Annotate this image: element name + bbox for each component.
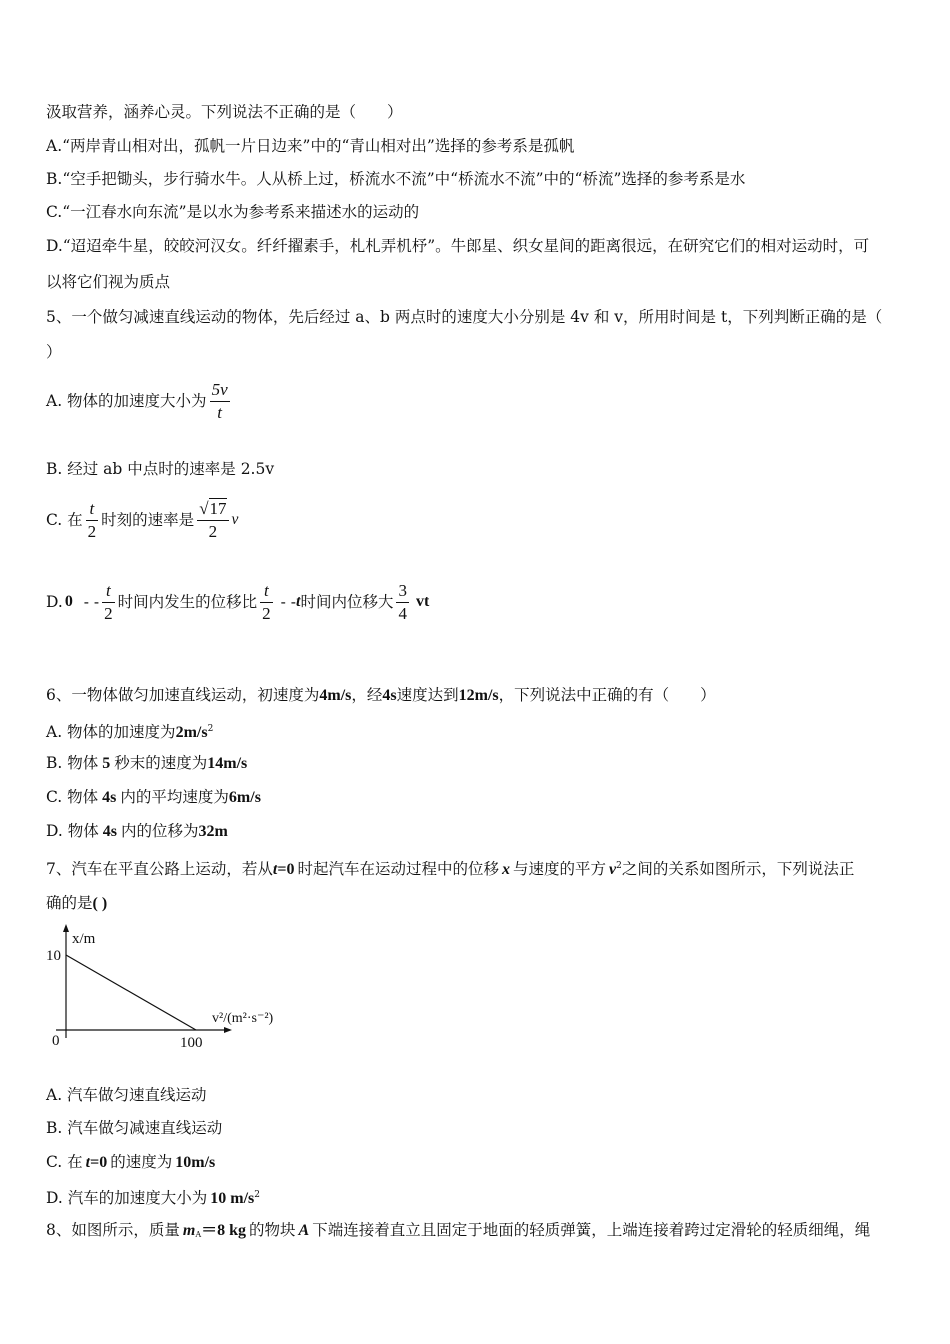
- q7-c-val: 10m/s: [175, 1154, 216, 1171]
- fraction: [260, 580, 273, 625]
- x-v2-graph: [40, 922, 300, 1057]
- q7-stem2-paren: ( ): [92, 895, 108, 912]
- q8-mid: 的物块: [249, 1221, 296, 1239]
- q6-d-pre: D. 物体: [46, 822, 99, 840]
- q5-option-c: [46, 497, 238, 543]
- q5-a-text: A. 物体的加速度大小为: [46, 392, 207, 410]
- q6-d-mid: 内的位移为: [120, 822, 199, 840]
- superscript: 2: [207, 724, 214, 734]
- q7-c-eq: =0: [90, 1154, 108, 1171]
- q8-end: 下端连接着直立且固定于地面的轻质弹簧，上端连接着跨过定滑轮的轻质细绳，绳: [312, 1221, 871, 1239]
- q7-d-val: 10 m/s: [210, 1190, 255, 1207]
- q6-v1: 12m/s: [458, 687, 499, 704]
- q6-c-4s: 4s: [102, 789, 117, 806]
- fraction-denominator: 4: [398, 603, 407, 623]
- fraction-numerator: t: [260, 580, 273, 603]
- fraction-numerator: 3: [396, 580, 409, 603]
- y-axis-label: x/m: [72, 931, 96, 947]
- sqrt-fraction: [197, 498, 228, 543]
- q6-stem-mid2: 速度达到: [396, 686, 459, 704]
- q8-eq: ＝8 kg: [201, 1222, 247, 1239]
- q5-d-mid2: 时间内位移大: [300, 593, 394, 611]
- q8-pre: 8、如图所示，质量: [46, 1221, 180, 1239]
- fraction-numerator: √17: [197, 498, 228, 521]
- q6-d-4s: 4s: [102, 823, 117, 840]
- q5-d-dash: - -: [83, 593, 100, 611]
- q6-option-c: [46, 787, 261, 808]
- q6-stem: [46, 685, 716, 706]
- q6-c-pre: C. 物体: [46, 788, 99, 806]
- q6-b-5: 5: [102, 755, 111, 772]
- radicand: 17: [209, 498, 227, 518]
- q6-option-a: [46, 719, 213, 743]
- x-tick-100: 100: [180, 1035, 203, 1051]
- q6-stem-pre: 6、一物体做匀加速直线运动，初速度为: [46, 686, 320, 704]
- q7-stem-pre: 7、汽车在平直公路上运动，若从: [46, 860, 273, 878]
- q5-d-end: vt: [415, 593, 430, 610]
- q6-a-val: 2m/s: [175, 724, 208, 741]
- q7-x: x: [501, 861, 510, 878]
- q5-d-mid: 时间内发生的位移比: [117, 593, 258, 611]
- q7-eq: =0: [277, 861, 295, 878]
- q5-c-var: v: [231, 511, 239, 528]
- graph-line: [66, 955, 196, 1030]
- text-line: 汲取营养，涵养心灵。下列说法不正确的是（ ）: [46, 103, 403, 121]
- superscript: 2: [616, 861, 622, 871]
- q8-stem: [46, 1220, 870, 1245]
- q5-c-mid: 时刻的速率是: [101, 511, 195, 529]
- q7-stem-end: 之间的关系如图所示，下列说法正: [621, 860, 855, 878]
- q7-stem2-pre: 确的是: [46, 894, 93, 912]
- x-axis-label: v²/(m²·s⁻²): [212, 1011, 274, 1026]
- option-b: B.“空手把锄头，步行骑水牛。人从桥上过，桥流水不流”中“桥流水不流”中的“桥流”选择的参考系是水: [46, 170, 746, 188]
- q5-d-dash2: - -: [280, 593, 297, 611]
- q5-c-pre: C. 在: [46, 511, 83, 529]
- q7-stem: [46, 856, 854, 880]
- q5-d-pre: D.: [46, 593, 63, 611]
- superscript: 2: [254, 1190, 260, 1200]
- q6-d-val: 32m: [198, 823, 228, 840]
- q6-t: 4s: [382, 687, 397, 704]
- fraction-denominator: 2: [87, 521, 97, 541]
- q6-a-pre: A. 物体的加速度为: [46, 723, 176, 741]
- fraction-denominator: 2: [104, 603, 113, 623]
- q6-option-b: [46, 753, 247, 774]
- q5-stem-cont: ）: [46, 343, 62, 361]
- q5-d-zero: 0: [64, 593, 73, 610]
- q7-stem-cont: [46, 893, 107, 914]
- q7-option-b: B. 汽车做匀减速直线运动: [46, 1119, 223, 1137]
- fraction: [102, 580, 115, 625]
- q7-stem-mid: 时起汽车在运动过程中的位移: [297, 860, 499, 878]
- q5-option-b: B. 经过 ab 中点时的速率是 2.5v: [46, 460, 275, 478]
- fraction-numerator: t: [102, 580, 115, 603]
- fraction: [396, 580, 409, 625]
- q6-c-val: 6m/s: [228, 789, 261, 806]
- fraction-denominator: 2: [262, 603, 271, 623]
- q7-c-mid: 的速度为: [110, 1153, 173, 1171]
- q5-stem: 5、一个做匀减速直线运动的物体，先后经过 a、b 两点时的速度大小分别是 4v 和 v，所用时间是 t，下列判断正确的是（: [46, 308, 883, 326]
- q5-option-d: [46, 579, 429, 625]
- fraction: [86, 498, 99, 543]
- q6-stem-mid: ，经: [351, 686, 383, 704]
- x-axis-arrow: [224, 1027, 232, 1033]
- q8-m: m: [182, 1222, 196, 1239]
- q7-option-a: A. 汽车做匀速直线运动: [46, 1086, 207, 1104]
- q5-option-a: [46, 378, 233, 424]
- q6-b-val: 14m/s: [207, 755, 248, 772]
- q6-b-mid: 秒末的速度为: [114, 754, 208, 772]
- q7-option-c: [46, 1152, 215, 1173]
- option-c: C.“一江春水向东流”是以水为参考系来描述水的运动的: [46, 203, 420, 221]
- q7-t: t: [272, 861, 278, 878]
- q7-c-t: t: [85, 1154, 91, 1171]
- fraction-numerator: 5v: [210, 379, 230, 402]
- q7-option-d: [46, 1185, 260, 1209]
- fraction-denominator: 2: [208, 521, 218, 541]
- subscript: A: [195, 1230, 202, 1239]
- fraction: [210, 379, 230, 424]
- q6-b-pre: B. 物体: [46, 754, 99, 772]
- q7-stem-mid2: 与速度的平方: [512, 860, 606, 878]
- option-d: D.“迢迢牵牛星，皎皎河汉女。纤纤擢素手，札札弄机杼”。牛郎星、织女星间的距离很远，在研究它们的相对运动时，可: [46, 237, 870, 255]
- fraction-denominator: t: [217, 402, 222, 422]
- y-tick-10: 10: [46, 948, 61, 964]
- q6-option-d: [46, 821, 228, 842]
- q6-v0: 4m/s: [319, 687, 352, 704]
- option-d-cont: 以将它们视为质点: [46, 273, 171, 291]
- q7-d-pre: D. 汽车的加速度大小为: [46, 1189, 208, 1207]
- q6-stem-end: ，下列说法中正确的有（ ）: [498, 686, 716, 704]
- q8-A: A: [298, 1222, 310, 1239]
- q5-d-t: t: [296, 593, 301, 610]
- fraction-numerator: t: [86, 498, 99, 521]
- y-axis-arrow: [63, 924, 69, 932]
- origin-label: 0: [52, 1033, 60, 1049]
- q6-c-mid: 内的平均速度为: [120, 788, 229, 806]
- q7-c-pre: C. 在: [46, 1153, 83, 1171]
- option-a: A.“两岸青山相对出，孤帆一片日边来”中的“青山相对出”选择的参考系是孤帆: [46, 137, 575, 155]
- q7-v: v: [608, 861, 617, 878]
